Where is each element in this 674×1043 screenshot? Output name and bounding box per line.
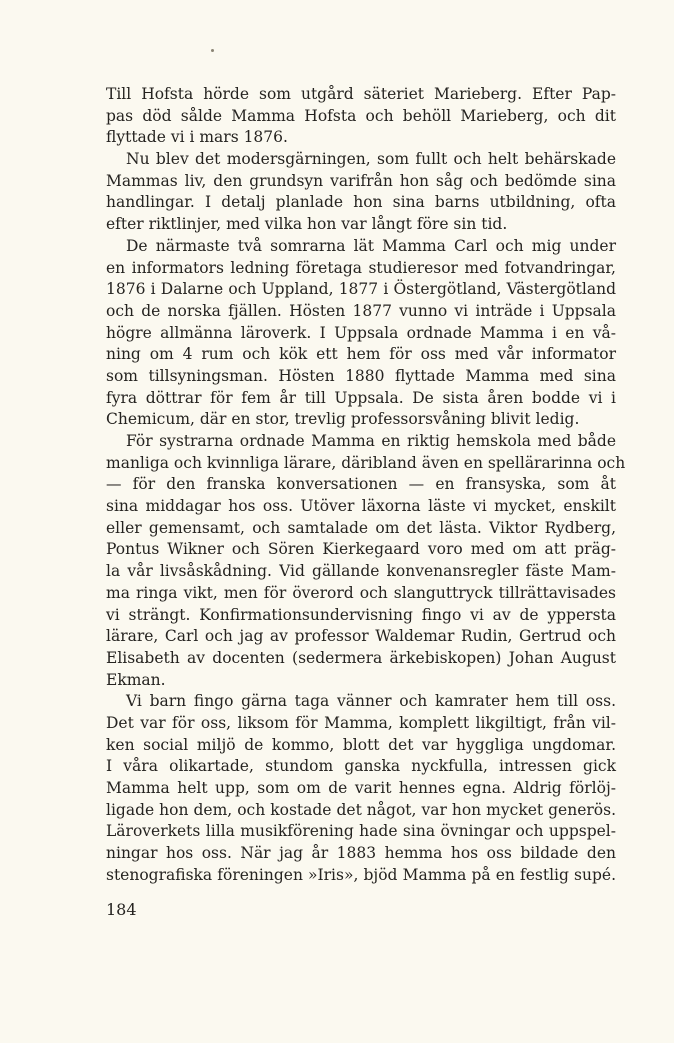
text-line: ken social miljö de kommo, blott det var hyggliga ungdomar. <box>106 735 616 754</box>
text-line: Mammas liv, den grundsyn varifrån hon såg och bedömde sina <box>106 171 616 190</box>
text-line: manliga och kvinnliga lärare, däribland även en spellärarinna och <box>106 453 626 472</box>
text-line: fyra döttrar för fem år till Uppsala. De sista åren bodde vi i <box>106 388 616 407</box>
text-line: stenografiska föreningen »Iris», bjöd Mamma på en festlig supé. <box>106 865 616 884</box>
text-line: Mamma helt upp, som om de varit hennes egna. Aldrig förlöj- <box>106 779 616 797</box>
text-line: handlingar. I detalj planlade hon sina barns utbildning, ofta <box>106 193 616 212</box>
text-line: Chemicum, där en stor, trevlig professorsvåning blivit ledig. <box>106 410 580 429</box>
text-line: 1876 i Dalarne och Uppland, 1877 i Östergötland, Västergötland <box>106 280 616 299</box>
text-line: vi strängt. Konfirmationsundervisning fingo vi av de yppersta <box>106 605 616 624</box>
text-line: Pontus Wikner och Sören Kierkegaard voro med om att präg- <box>106 540 616 559</box>
text-line: och de norska fjällen. Hösten 1877 vunno vi inträde i Uppsala <box>106 301 616 320</box>
text-line: som tillsyningsman. Hösten 1880 flyttade Mamma med sina <box>106 366 616 385</box>
text-line: Till Hofsta hörde som utgård säteriet Marieberg. Efter Pap- <box>106 85 616 103</box>
text-line: Ekman. <box>106 670 166 689</box>
text-line: lärare, Carl och jag av professor Waldemar Rudin, Gertrud och <box>106 627 616 646</box>
text-line: ma ringa vikt, men för överord och slanguttryck tillrättavisades <box>106 583 616 602</box>
text-line: sina middagar hos oss. Utöver läxorna läste vi mycket, enskilt <box>106 497 616 516</box>
text-line: eller gemensamt, och samtalade om det lästa. Viktor Rydberg, <box>106 518 616 537</box>
text-line: Elisabeth av docenten (sedermera ärkebiskopen) Johan August <box>106 648 616 667</box>
text-line: ningar hos oss. När jag år 1883 hemma hos oss bildade den <box>106 844 616 863</box>
text-line: I våra olikartade, stundom ganska nyckfulla, intressen gick <box>106 757 616 776</box>
body-text <box>106 84 626 886</box>
text-line: Läroverkets lilla musikförening hade sina övningar och uppspel- <box>106 822 616 841</box>
page-number: 184 <box>106 900 137 919</box>
text-line: Vi barn fingo gärna taga vänner och kamrater hem till oss. <box>126 692 616 711</box>
text-line: — för den franska konversationen — en fransyska, som åt <box>106 475 616 494</box>
text-line: ning om 4 rum och kök ett hem för oss med vår informator <box>106 345 616 364</box>
text-line: pas död sålde Mamma Hofsta och behöll Marieberg, och dit <box>106 106 616 125</box>
text-line: För systrarna ordnade Mamma en riktig hemskola med både <box>126 432 616 450</box>
text-line: högre allmänna läroverk. I Uppsala ordnade Mamma i en vå- <box>106 323 616 342</box>
text-line: en informators ledning företaga studieresor med fotvandringar, <box>106 258 616 277</box>
text-line: ligade hon dem, och kostade det något, var hon mycket generös. <box>106 800 616 819</box>
text-line: flyttade vi i mars 1876. <box>106 128 288 147</box>
text-line: la vår livsåskådning. Vid gällande konvenansregler fäste Mam- <box>106 562 616 581</box>
text-line: De närmaste två somrarna lät Mamma Carl och mig under <box>126 236 616 255</box>
text-line: efter riktlinjer, med vilka hon var långt före sin tid. <box>106 215 508 234</box>
text-line: Det var för oss, liksom för Mamma, komplett likgiltigt, från vil- <box>106 713 616 732</box>
ink-speck <box>211 49 214 52</box>
text-line: Nu blev det modersgärningen, som fullt och helt behärskade <box>126 150 616 169</box>
